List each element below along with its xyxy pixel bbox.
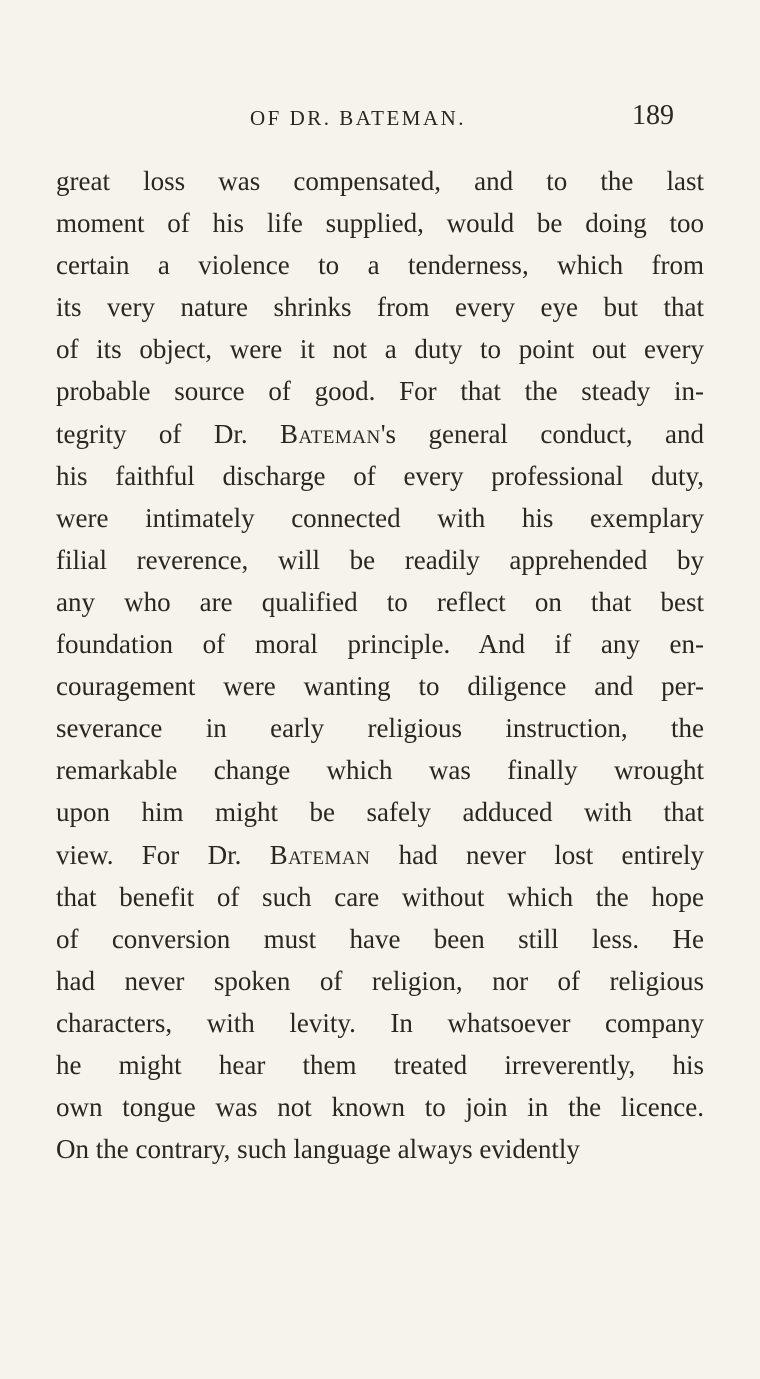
page-number: 189 bbox=[632, 100, 674, 131]
text-line: of conversion must have been still less. He bbox=[56, 923, 704, 954]
text-line: characters, with levity. In whatsoever company bbox=[56, 1007, 704, 1038]
text-line: probable source of good. For that the steady in- bbox=[56, 376, 704, 407]
text-line: On the contrary, such language always evidently bbox=[56, 1134, 580, 1165]
running-head-title: OF DR. BATEMAN. bbox=[250, 106, 467, 130]
text-line: of its object, were it not a duty to point out every bbox=[56, 334, 704, 365]
text-line: his faithful discharge of every professional duty, bbox=[56, 460, 704, 491]
text-line: upon him might be safely adduced with that bbox=[56, 797, 704, 828]
text-line: foundation of moral principle. And if any en- bbox=[56, 629, 704, 660]
text-line: had never spoken of religion, nor of religious bbox=[56, 965, 704, 996]
text-line: that benefit of such care without which the hope bbox=[56, 881, 704, 912]
text-line: were intimately connected with his exemplary bbox=[56, 502, 704, 533]
text-line: great loss was compensated, and to the last bbox=[56, 166, 704, 196]
text-line: own tongue was not known to join in the licence. bbox=[56, 1092, 704, 1123]
body-text bbox=[56, 160, 704, 1170]
text-line: filial reverence, will be readily apprehended by bbox=[56, 544, 704, 575]
text-line: tegrity of Dr. Bateman's general conduct, and bbox=[56, 418, 704, 449]
text-line: remarkable change which was finally wrought bbox=[56, 755, 704, 786]
running-head bbox=[0, 100, 760, 140]
text-line: any who are qualified to reflect on that best bbox=[56, 586, 704, 617]
text-line: couragement were wanting to diligence and per- bbox=[56, 671, 704, 702]
text-line: view. For Dr. Bateman had never lost entirely bbox=[56, 839, 704, 870]
text-line: moment of his life supplied, would be doing too bbox=[56, 208, 704, 239]
text-line: its very nature shrinks from every eye but that bbox=[56, 292, 704, 323]
text-line: certain a violence to a tenderness, which from bbox=[56, 250, 704, 281]
text-line: he might hear them treated irreverently, his bbox=[56, 1049, 704, 1080]
text-line: severance in early religious instruction, the bbox=[56, 713, 704, 744]
